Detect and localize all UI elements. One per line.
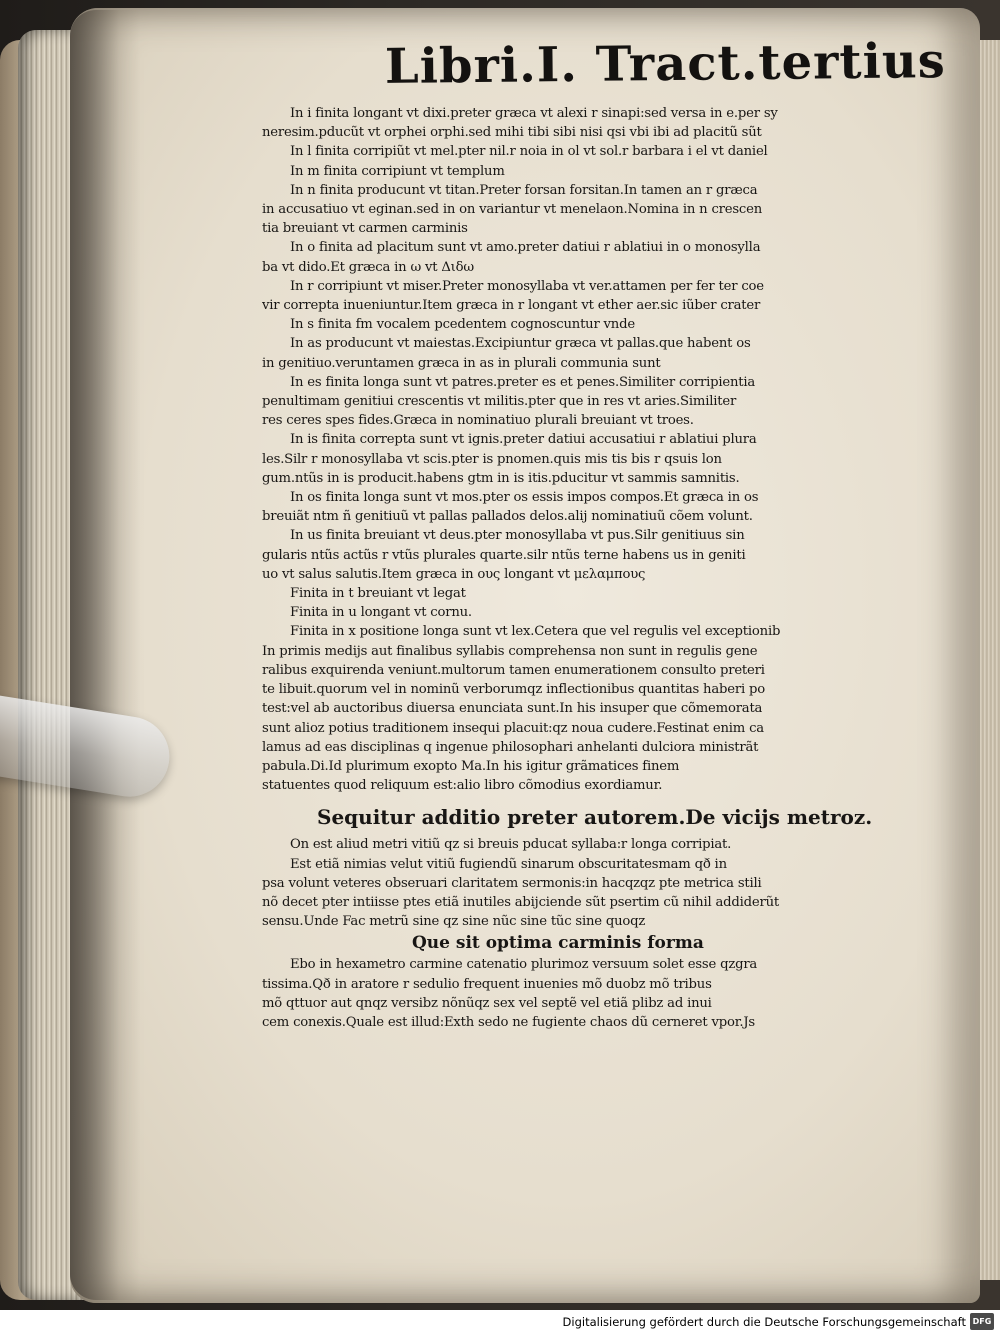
text-line: On est aliud metri vitiũ qz si breuis pducat syllaba:r longa corripiat. <box>290 837 732 853</box>
text-line: penultimam genitiui crescentis vt militis.pter que in res vt aries.Similiter <box>262 394 737 410</box>
text-line: statuentes quod reliquum est:alio libro cõmodius exordiamur. <box>262 778 663 794</box>
section-subheading-2: Que sit optima carminis forma <box>412 933 704 954</box>
text-line: Finita in t breuiant vt legat <box>290 586 466 602</box>
body-paragraphs <box>262 104 897 795</box>
text-line: In l finita corripiũt vt mel.pter nil.r noia in ol vt sol.r barbara i el vt daniel <box>290 144 768 160</box>
text-line: In os finita longa sunt vt mos.pter os essis impos compos.Et græca in os <box>290 490 759 506</box>
text-block <box>262 104 897 1032</box>
text-line: In as producunt vt maiestas.Excipiuntur græca vt pallas.que habent os <box>290 336 751 352</box>
page-gutter-shadow <box>70 10 140 1300</box>
text-line: in accusatiuo vt eginan.sed in on variantur vt menelaon.Nomina in n crescen <box>262 202 762 218</box>
text-line: pabula.Di.Id plurimum exopto Ma.In his igitur grãmatices finem <box>262 758 680 774</box>
text-line: In primis medijs aut finalibus syllabis comprehensa non sunt in regulis gene <box>262 643 758 659</box>
text-line: les.Silr r monosyllaba vt scis.pter is pnomen.quis mis tis bis r qsuis lon <box>262 451 722 467</box>
text-line: Est etiã nimias velut vitiũ fugiendũ sinarum obscuritatesmam qð in <box>290 856 727 872</box>
text-line: in genitiuo.veruntamen græca in as in plurali communia sunt <box>262 355 661 371</box>
text-line: breuiãt ntm ñ genitiuũ vt pallas pallados delos.alij nominatiuũ cõem volunt. <box>262 509 753 525</box>
text-line: tia breuiant vt carmen carminis <box>262 221 468 237</box>
text-line: sunt alioz potius traditionem insequi placuit:qz noua cudere.Festinat enim ca <box>262 720 764 736</box>
text-line: In us finita breuiant vt deus.pter monosyllaba vt pus.Silr genitiuus sin <box>290 528 745 544</box>
final-paragraph <box>262 955 897 1032</box>
text-line: Ebo in hexametro carmine catenatio plurimoz versuum solet esse qzgra <box>290 957 758 973</box>
running-header: Libri.I. Tract.tertius <box>384 33 946 95</box>
text-line: test:vel ab auctoribus diuersa enunciata sunt.In his insuper que cõmemorata <box>262 701 763 717</box>
footer-bar <box>0 1310 1000 1335</box>
text-line: cem conexis.Quale est illud:Exth sedo ne fugiente chaos dũ cerneret vpor.Js <box>262 1014 756 1030</box>
text-line: nõ decet pter intiisse ptes etiã inutiles abijciende sũt psertim cũ nihil addiderũt <box>262 894 779 910</box>
text-line: In m finita corripiunt vt templum <box>290 163 505 179</box>
text-line: uo vt salus salutis.Item græca in ους longant vt μελαμπους <box>262 566 646 582</box>
text-line: sensu.Unde Fac metrũ sine qz sine nũc sine tũc sine quoqz <box>262 914 646 930</box>
text-line: ba vt dido.Et græca in ω vt Διδω <box>262 259 474 275</box>
addition-paragraph <box>262 835 897 931</box>
text-line: te libuit.quorum vel in nominũ verborumqz inflectionibus quantitas haberi po <box>262 682 765 698</box>
text-line: In is finita correpta sunt vt ignis.preter datiui accusatiui r ablatiui plura <box>290 432 757 448</box>
text-line: Finita in x positione longa sunt vt lex.Cetera que vel regulis vel exceptionib <box>290 624 781 640</box>
text-line: In r corripiunt vt miser.Preter monosyllaba vt ver.attamen per fer ter coe <box>290 278 764 294</box>
text-line: psa volunt veteres obseruari claritatem sermonis:in hacqzqz pte metrica stili <box>262 875 762 891</box>
funding-credit: Digitalisierung gefördert durch die Deutsche Forschungsgemeinschaft <box>562 1315 966 1329</box>
text-line: mõ qttuor aut qnqz versibz nõnũqz sex vel septẽ vel etiã plibz ad inui <box>262 995 712 1011</box>
text-line: neresim.pducũt vt orphei orphi.sed mihi tibi sibi nisi qsi vbi ibi ad placitũ sũt <box>262 125 762 141</box>
text-line: In s finita fm vocalem pcedentem cognoscuntur vnde <box>290 317 635 333</box>
section-subheading: Sequitur additio preter autorem.De vicijs metroz. <box>317 805 873 830</box>
text-line: In i finita longant vt dixi.preter græca vt alexi r sinapi:sed versa in e.per sy <box>290 106 778 121</box>
text-line: gum.ntũs in is producit.habens gtm in is itis.pducitur vt sammis samnitis. <box>262 470 740 486</box>
text-line: In n finita producunt vt titan.Preter forsan forsitan.In tamen an r græca <box>290 182 758 198</box>
text-line: Finita in u longant vt cornu. <box>290 605 472 621</box>
text-line: vir correpta inueniuntur.Item græca in r longant vt ether aer.sic iũber crater <box>262 298 761 314</box>
text-line: gularis ntũs actũs r vtũs plurales quarte.silr ntũs terne habens us in geniti <box>262 547 746 563</box>
text-line: In es finita longa sunt vt patres.preter es et penes.Similiter corripientia <box>290 374 756 390</box>
text-line: tissima.Qð in aratore r sedulio frequent inuenies mõ duobz mõ tribus <box>262 976 712 992</box>
text-line: In o finita ad placitum sunt vt amo.preter datiui r ablatiui in o monosylla <box>290 240 761 256</box>
text-line: ralibus exquirenda veniunt.multorum tamen enumerationem consulto preteri <box>262 662 765 678</box>
text-line: res ceres spes fides.Græca in nominatiuo plurali breuiant vt troes. <box>262 413 694 429</box>
dfg-logo-icon: DFG <box>970 1313 994 1330</box>
text-line: lamus ad eas disciplinas q ingenue philosophari anhelanti dulciora ministrãt <box>262 739 759 755</box>
